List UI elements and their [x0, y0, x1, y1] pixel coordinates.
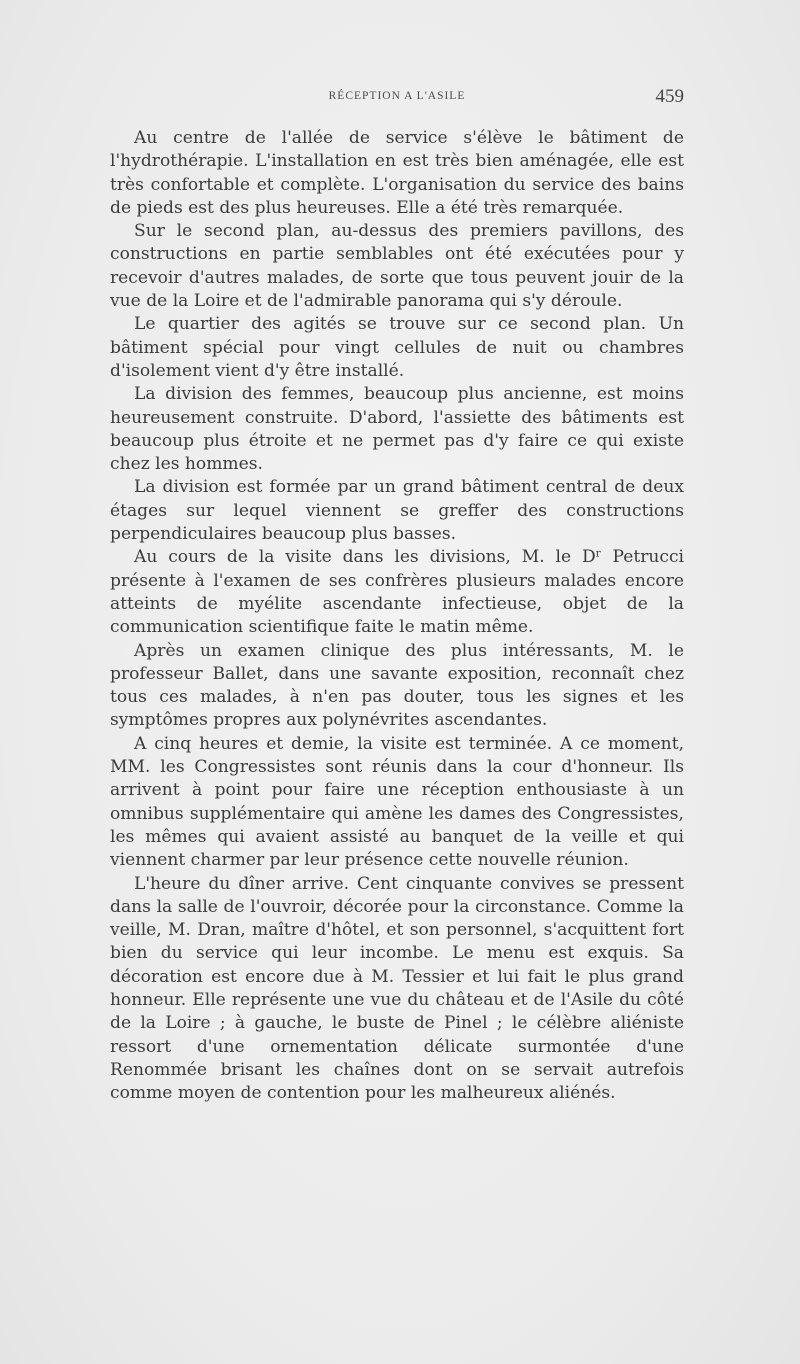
paragraph-visit-petrucci: Au cours de la visite dans les divisions, M. le Dʳ Petrucci présente à l'examen de ses confrères plusieurs malades encore atteints de myélite ascendante infectieuse, objet de la communication scientifique faite le matin même. [110, 547, 684, 638]
paragraph-central-building: La division est formée par un grand bâtiment central de deux étages sur lequel viennent se greffer des constructions perpendiculaires beaucoup plus basses. [110, 477, 684, 545]
body-text [110, 127, 684, 1105]
paragraph-dinner: L'heure du dîner arrive. Cent cinquante convives se pressent dans la salle de l'ouvroir, décorée pour la circonstance. Comme la veille, M. Dran, maître d'hôtel, et son personnel, s'acquittent fort bien du service qui leur incombe. Le menu est exquis. Sa décoration est encore due à M. Tessier et lui fait le plus grand honneur. Elle représente une vue du château et de l'Asile du côté de la Loire ; à gauche, le buste de Pinel ; le célèbre aliéniste ressort d'une ornementation délicate surmontée d'une Renommée brisant les chaînes dont on se servait autrefois comme moyen de contention pour les malheureux aliénés. [110, 873, 684, 1104]
paragraph-hydrotherapy: Au centre de l'allée de service s'élève le bâtiment de l'hydrothérapie. L'installation en est très bien aménagée, elle est très confortable et complète. L'organisation du service des bains de pieds est des plus heureuses. Elle a été très remarquée. [110, 128, 684, 218]
paragraph-agitated-ward: Le quartier des agités se trouve sur ce second plan. Un bâtiment spécial pour vingt cellules de nuit ou chambres d'isolement vient d'y être installé. [110, 314, 684, 381]
paragraph-five-thirty: A cinq heures et demie, la visite est terminée. A ce moment, MM. les Congressistes sont réunis dans la cour d'honneur. Ils arrivent à point pour faire une réception enthousiaste à un omnibus supplémentaire qui amène les dames des Congressistes, les mêmes qui avaient assisté au banquet de la veille et qui viennent charmer par leur présence cette nouvelle réunion. [110, 733, 684, 871]
running-title: RÉCEPTION A L'ASILE [328, 90, 466, 102]
paragraph-second-plan: Sur le second plan, au-dessus des premiers pavillons, des constructions en partie semblables ont été exécutées pour y recevoir d'autres malades, de sorte que tous peuvent jouir de la vue de la Loire et de l'admirable panorama qui s'y déroule. [110, 221, 684, 312]
paragraph-professor-ballet: Après un examen clinique des plus intéressants, M. le professeur Ballet, dans une savante exposition, reconnaît chez tous ces malades, à n'en pas douter, tous les signes et les symptômes propres aux polynévrites ascendantes. [110, 640, 684, 731]
running-head [110, 88, 684, 112]
paragraph-womens-division: La division des femmes, beaucoup plus ancienne, est moins heureusement construite. D'abord, l'assiette des bâtiments est beaucoup plus étroite et ne permet pas d'y faire ce qui existe chez les hommes. [110, 384, 684, 475]
page-number: 459 [655, 86, 684, 107]
